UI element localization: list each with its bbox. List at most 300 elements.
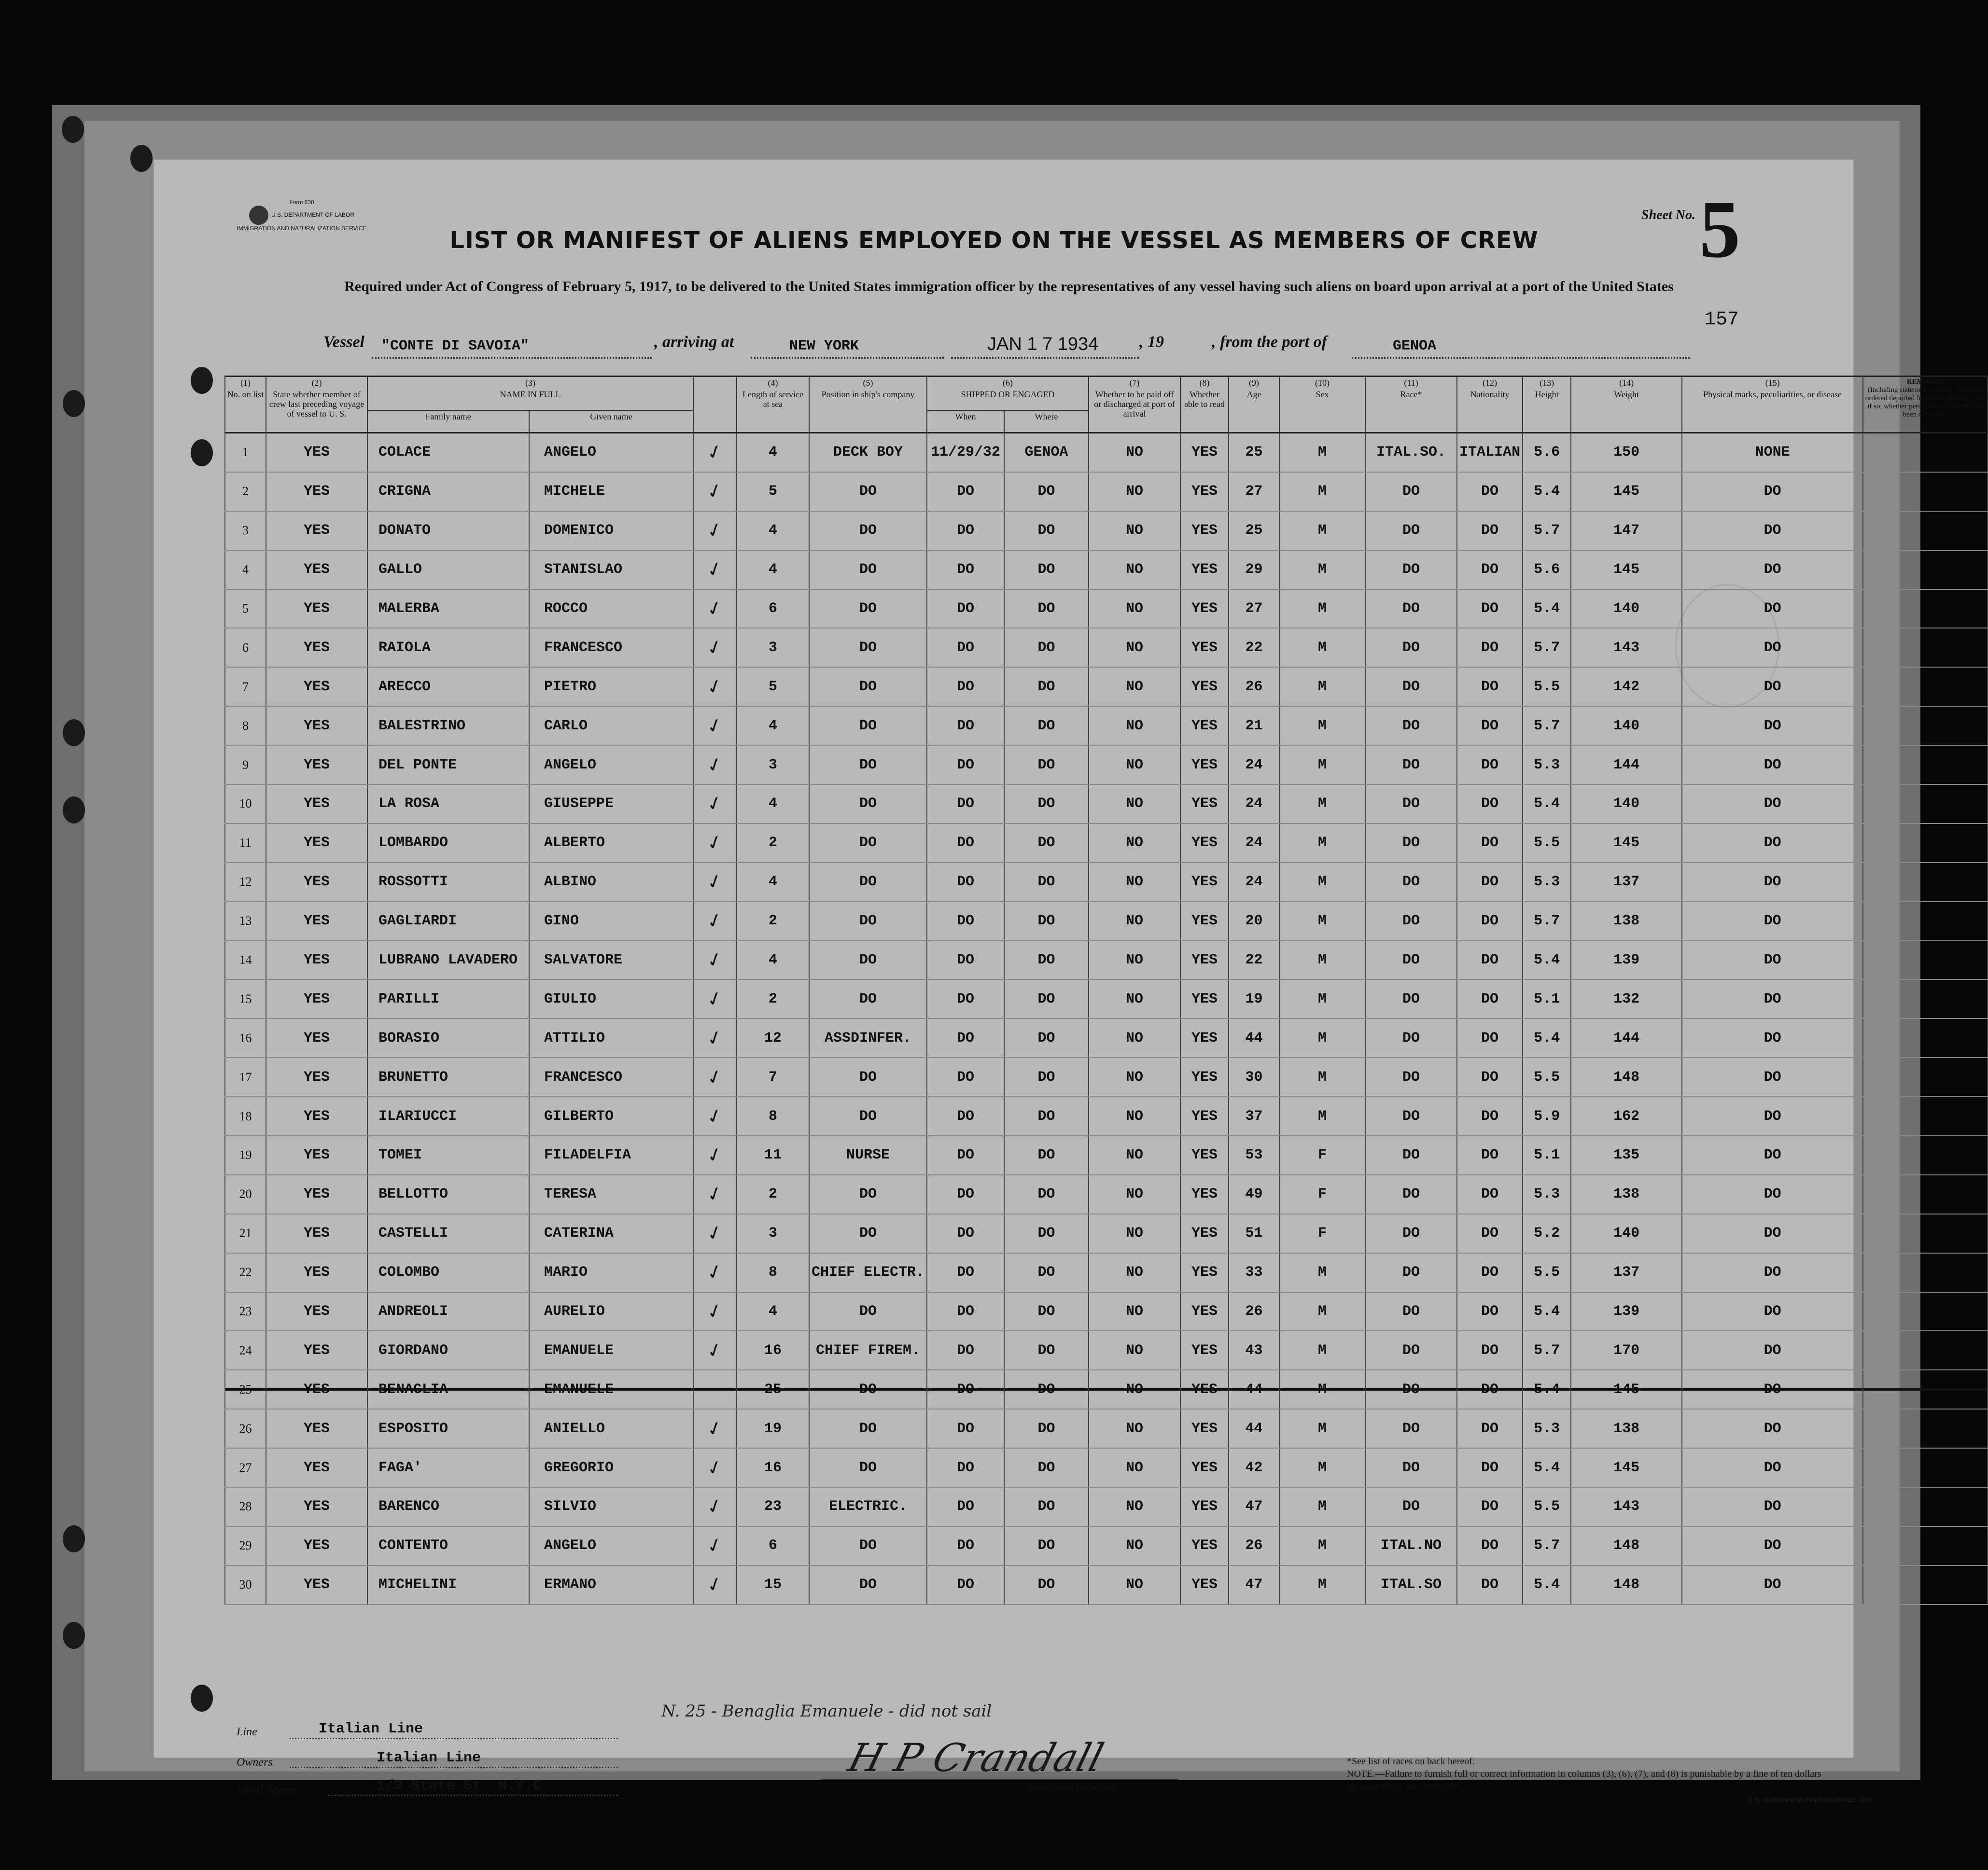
race-cell: DO xyxy=(1365,1487,1457,1526)
nationality-cell: DO xyxy=(1457,472,1523,511)
physical-marks-cell: DO xyxy=(1682,1331,1863,1370)
check-cell xyxy=(693,472,737,511)
nationality-cell: DO xyxy=(1457,628,1523,667)
sex-cell: M xyxy=(1279,628,1365,667)
height-cell: 5.3 xyxy=(1523,863,1571,902)
given-name-cell: MARIO xyxy=(529,1253,693,1292)
row-number: 29 xyxy=(225,1526,266,1565)
row-number: 13 xyxy=(225,902,266,941)
paid-off-cell: NO xyxy=(1089,433,1180,472)
where-cell: DO xyxy=(1004,1253,1089,1292)
weight-cell: 145 xyxy=(1571,472,1682,511)
height-cell: 5.3 xyxy=(1523,1409,1571,1448)
remarks-cell xyxy=(1863,1409,1988,1448)
age-cell: 44 xyxy=(1229,1019,1279,1058)
race-cell: DO xyxy=(1365,1058,1457,1097)
check-mark-icon: ✓ xyxy=(703,1533,727,1559)
where-cell: DO xyxy=(1004,1136,1089,1175)
race-cell: ITAL.NO xyxy=(1365,1526,1457,1565)
paid-off-cell: NO xyxy=(1089,550,1180,589)
physical-marks-cell: DO xyxy=(1682,1253,1863,1292)
col-header-given-name: Given name xyxy=(529,410,693,433)
read-cell: YES xyxy=(1180,1097,1229,1136)
weight-cell: 144 xyxy=(1571,1019,1682,1058)
row-number: 3 xyxy=(225,511,266,550)
weight-cell: 145 xyxy=(1571,1370,1682,1409)
when-cell: DO xyxy=(927,1253,1004,1292)
given-name-cell: FRANCESCO xyxy=(529,628,693,667)
when-cell: DO xyxy=(927,1448,1004,1487)
row-number: 26 xyxy=(225,1409,266,1448)
check-mark-icon: ✓ xyxy=(703,673,727,700)
age-cell: 30 xyxy=(1229,1058,1279,1097)
check-mark-icon: ✓ xyxy=(703,986,727,1012)
sex-cell: M xyxy=(1279,1565,1365,1605)
punch-hole xyxy=(63,390,85,417)
when-cell: DO xyxy=(927,511,1004,550)
position-cell: DO xyxy=(809,1214,927,1253)
paid-off-cell: NO xyxy=(1089,1448,1180,1487)
paid-off-cell: NO xyxy=(1089,941,1180,980)
height-cell: 5.5 xyxy=(1523,667,1571,706)
read-cell: YES xyxy=(1180,745,1229,784)
check-cell xyxy=(693,979,737,1019)
table-row xyxy=(225,550,1988,589)
service-cell: 15 xyxy=(737,1565,809,1605)
from-port-underline xyxy=(1352,357,1690,359)
col-header-weight: Weight xyxy=(1571,389,1682,433)
race-cell: ITAL.SO. xyxy=(1365,433,1457,472)
nationality-cell: DO xyxy=(1457,1253,1523,1292)
height-cell: 5.2 xyxy=(1523,1214,1571,1253)
weight-cell: 138 xyxy=(1571,1175,1682,1214)
paid-off-cell: NO xyxy=(1089,979,1180,1019)
col-num-10: (10) xyxy=(1279,377,1365,389)
read-cell: YES xyxy=(1180,1370,1229,1409)
check-cell xyxy=(693,1058,737,1097)
remarks-cell xyxy=(1863,1565,1988,1605)
race-cell: DO xyxy=(1365,511,1457,550)
where-cell: DO xyxy=(1004,1292,1089,1331)
position-cell: ASSDINFER. xyxy=(809,1019,927,1058)
check-mark-icon: ✓ xyxy=(703,634,727,661)
sex-cell: M xyxy=(1279,667,1365,706)
sex-cell: M xyxy=(1279,1292,1365,1331)
table-row xyxy=(225,667,1988,706)
check-mark-icon: ✓ xyxy=(703,712,727,739)
family-name-cell: ESPOSITO xyxy=(367,1409,529,1448)
remarks-cell xyxy=(1863,784,1988,823)
age-cell: 47 xyxy=(1229,1487,1279,1526)
family-name-cell: ILARIUCCI xyxy=(367,1097,529,1136)
check-mark-icon: ✓ xyxy=(703,1572,727,1598)
weight-cell: 147 xyxy=(1571,511,1682,550)
sex-cell: M xyxy=(1279,433,1365,472)
col-num-14: (14) xyxy=(1571,377,1682,389)
paid-off-cell: NO xyxy=(1089,628,1180,667)
paid-off-cell: NO xyxy=(1089,902,1180,941)
read-cell: YES xyxy=(1180,863,1229,902)
physical-marks-cell: DO xyxy=(1682,1292,1863,1331)
weight-cell: 145 xyxy=(1571,823,1682,863)
weight-cell: 140 xyxy=(1571,589,1682,628)
family-name-cell: LOMBARDO xyxy=(367,823,529,863)
prev-voyage-cell: YES xyxy=(266,433,367,472)
row-number: 14 xyxy=(225,941,266,980)
inspector-signature: H P Crandall xyxy=(843,1735,1108,1780)
check-cell xyxy=(693,1097,737,1136)
departure-port: GENOA xyxy=(1393,338,1437,354)
check-cell xyxy=(693,433,737,472)
physical-marks-cell: DO xyxy=(1682,667,1863,706)
given-name-cell: GIULIO xyxy=(529,979,693,1019)
agents-underline xyxy=(328,1795,618,1796)
check-cell xyxy=(693,902,737,941)
position-cell: DO xyxy=(809,1409,927,1448)
age-cell: 24 xyxy=(1229,823,1279,863)
service-cell: 25 xyxy=(737,1370,809,1409)
check-cell xyxy=(693,706,737,745)
weight-cell: 145 xyxy=(1571,1448,1682,1487)
remarks-cell xyxy=(1863,1058,1988,1097)
sex-cell: F xyxy=(1279,1136,1365,1175)
row-number: 16 xyxy=(225,1019,266,1058)
row-number: 1 xyxy=(225,433,266,472)
height-cell: 5.3 xyxy=(1523,1175,1571,1214)
sex-cell: M xyxy=(1279,1448,1365,1487)
check-mark-icon: ✓ xyxy=(703,1142,727,1169)
table-row xyxy=(225,433,1988,472)
family-name-cell: CONTENTO xyxy=(367,1526,529,1565)
check-mark-icon: ✓ xyxy=(703,947,727,974)
when-cell: DO xyxy=(927,550,1004,589)
local-agents-value: 1/3 State St. N.Y.C. xyxy=(377,1778,551,1794)
nationality-cell: DO xyxy=(1457,667,1523,706)
prev-voyage-cell: YES xyxy=(266,1058,367,1097)
physical-marks-cell: DO xyxy=(1682,1214,1863,1253)
col-num-6: (6) xyxy=(927,377,1089,389)
check-cell xyxy=(693,1019,737,1058)
when-cell: DO xyxy=(927,863,1004,902)
sex-cell: M xyxy=(1279,1253,1365,1292)
read-cell: YES xyxy=(1180,1253,1229,1292)
weight-cell: 138 xyxy=(1571,1409,1682,1448)
position-cell: DO xyxy=(809,941,927,980)
family-name-cell: PARILLI xyxy=(367,979,529,1019)
check-cell xyxy=(693,550,737,589)
col-header-service: Length of service at sea xyxy=(737,389,809,433)
read-cell: YES xyxy=(1180,1526,1229,1565)
row-number: 30 xyxy=(225,1565,266,1605)
row-number: 2 xyxy=(225,472,266,511)
race-cell: DO xyxy=(1365,979,1457,1019)
check-cell xyxy=(693,1526,737,1565)
check-cell xyxy=(693,1214,737,1253)
table-row-struck xyxy=(225,1370,1988,1409)
check-cell xyxy=(693,784,737,823)
physical-marks-cell: NONE xyxy=(1682,433,1863,472)
remarks-cell xyxy=(1863,863,1988,902)
weight-cell: 144 xyxy=(1571,745,1682,784)
col-header-family-name: Family name xyxy=(367,410,529,433)
family-name-cell: DEL PONTE xyxy=(367,745,529,784)
col-header-where: Where xyxy=(1004,410,1089,433)
where-cell: DO xyxy=(1004,1370,1089,1409)
nationality-cell: DO xyxy=(1457,1331,1523,1370)
height-cell: 5.5 xyxy=(1523,1058,1571,1097)
remarks-cell xyxy=(1863,1136,1988,1175)
nationality-cell: DO xyxy=(1457,1097,1523,1136)
when-cell: DO xyxy=(927,1331,1004,1370)
given-name-cell: ALBINO xyxy=(529,863,693,902)
row-number: 11 xyxy=(225,823,266,863)
where-cell: DO xyxy=(1004,511,1089,550)
col-header-remarks xyxy=(1863,377,1988,433)
nationality-cell: DO xyxy=(1457,784,1523,823)
service-cell: 19 xyxy=(737,1409,809,1448)
when-cell: DO xyxy=(927,1019,1004,1058)
weight-cell: 148 xyxy=(1571,1526,1682,1565)
age-cell: 25 xyxy=(1229,511,1279,550)
prev-voyage-cell: YES xyxy=(266,941,367,980)
weight-cell: 140 xyxy=(1571,706,1682,745)
when-cell: DO xyxy=(927,1565,1004,1605)
prev-voyage-cell: YES xyxy=(266,1136,367,1175)
given-name-cell: FRANCESCO xyxy=(529,1058,693,1097)
prev-voyage-cell: YES xyxy=(266,784,367,823)
paid-off-cell: NO xyxy=(1089,1292,1180,1331)
position-cell: DECK BOY xyxy=(809,433,927,472)
weight-cell: 170 xyxy=(1571,1331,1682,1370)
age-cell: 24 xyxy=(1229,863,1279,902)
where-cell: DO xyxy=(1004,472,1089,511)
height-cell: 5.7 xyxy=(1523,902,1571,941)
paid-off-cell: NO xyxy=(1089,1058,1180,1097)
paid-off-cell: NO xyxy=(1089,667,1180,706)
nationality-cell: ITALIAN xyxy=(1457,433,1523,472)
check-mark-icon: ✓ xyxy=(703,439,727,466)
col-num-5: (5) xyxy=(809,377,927,389)
read-cell: YES xyxy=(1180,1409,1229,1448)
when-cell: DO xyxy=(927,1175,1004,1214)
prev-voyage-cell: YES xyxy=(266,823,367,863)
nationality-cell: DO xyxy=(1457,902,1523,941)
height-cell: 5.6 xyxy=(1523,550,1571,589)
sex-cell: M xyxy=(1279,1409,1365,1448)
read-cell: YES xyxy=(1180,433,1229,472)
family-name-cell: MALERBA xyxy=(367,589,529,628)
nationality-cell: DO xyxy=(1457,941,1523,980)
where-cell: DO xyxy=(1004,902,1089,941)
position-cell: DO xyxy=(809,823,927,863)
family-name-cell: LUBRANO LAVADERO xyxy=(367,941,529,980)
check-cell xyxy=(693,863,737,902)
height-cell: 5.4 xyxy=(1523,1448,1571,1487)
col-header-shipped: SHIPPED OR ENGAGED xyxy=(927,389,1089,410)
family-name-cell: ARECCO xyxy=(367,667,529,706)
paid-off-cell: NO xyxy=(1089,1370,1180,1409)
given-name-cell: DOMENICO xyxy=(529,511,693,550)
table-row xyxy=(225,863,1988,902)
paid-off-cell: NO xyxy=(1089,511,1180,550)
prev-voyage-cell: YES xyxy=(266,1214,367,1253)
check-cell xyxy=(693,1331,737,1370)
prev-voyage-cell: YES xyxy=(266,1487,367,1526)
paid-off-cell: NO xyxy=(1089,1331,1180,1370)
vessel-label: Vessel xyxy=(323,333,364,351)
physical-marks-cell: DO xyxy=(1682,1487,1863,1526)
where-cell: DO xyxy=(1004,1487,1089,1526)
prev-voyage-cell: YES xyxy=(266,1175,367,1214)
prev-voyage-cell: YES xyxy=(266,550,367,589)
owners-label: Owners xyxy=(237,1756,273,1769)
service-cell: 3 xyxy=(737,1214,809,1253)
check-cell xyxy=(693,511,737,550)
given-name-cell: ANGELO xyxy=(529,745,693,784)
paid-off-cell: NO xyxy=(1089,1136,1180,1175)
remarks-cell xyxy=(1863,589,1988,628)
race-cell: DO xyxy=(1365,628,1457,667)
physical-marks-cell: DO xyxy=(1682,1019,1863,1058)
table-row xyxy=(225,745,1988,784)
table-row xyxy=(225,1097,1988,1136)
col-header-name: NAME IN FULL xyxy=(367,389,693,410)
nationality-cell: DO xyxy=(1457,1019,1523,1058)
family-name-cell: BELLOTTO xyxy=(367,1175,529,1214)
table-row xyxy=(225,941,1988,980)
race-cell: DO xyxy=(1365,1409,1457,1448)
line-value: Italian Line xyxy=(319,1721,423,1737)
remarks-cell xyxy=(1863,1097,1988,1136)
position-cell: DO xyxy=(809,1292,927,1331)
physical-marks-cell: DO xyxy=(1682,550,1863,589)
prev-voyage-cell: YES xyxy=(266,511,367,550)
remarks-cell xyxy=(1863,1214,1988,1253)
prev-voyage-cell: YES xyxy=(266,1448,367,1487)
sex-cell: M xyxy=(1279,706,1365,745)
where-cell: DO xyxy=(1004,784,1089,823)
nationality-cell: DO xyxy=(1457,589,1523,628)
weight-cell: 143 xyxy=(1571,1487,1682,1526)
family-name-cell: GAGLIARDI xyxy=(367,902,529,941)
given-name-cell: EMANUELE xyxy=(529,1370,693,1409)
when-cell: 11/29/32 xyxy=(927,433,1004,472)
race-cell: ITAL.SO xyxy=(1365,1565,1457,1605)
service-cell: 6 xyxy=(737,589,809,628)
service-cell: 3 xyxy=(737,628,809,667)
physical-marks-cell: DO xyxy=(1682,941,1863,980)
form-number: Form 630 xyxy=(289,199,314,206)
paid-off-cell: NO xyxy=(1089,1019,1180,1058)
check-mark-icon: ✓ xyxy=(703,595,727,622)
service-cell: 4 xyxy=(737,433,809,472)
nationality-cell: DO xyxy=(1457,1409,1523,1448)
check-mark-icon: ✓ xyxy=(703,1337,727,1364)
row-number: 9 xyxy=(225,745,266,784)
col-num-3: (3) xyxy=(367,377,693,389)
height-cell: 5.4 xyxy=(1523,589,1571,628)
where-cell: DO xyxy=(1004,863,1089,902)
manifest-rows xyxy=(225,433,1988,1605)
prev-voyage-cell: YES xyxy=(266,667,367,706)
check-mark-icon: ✓ xyxy=(703,869,727,895)
height-cell: 5.4 xyxy=(1523,1292,1571,1331)
weight-cell: 142 xyxy=(1571,667,1682,706)
read-cell: YES xyxy=(1180,511,1229,550)
weight-cell: 148 xyxy=(1571,1565,1682,1605)
row-number: 12 xyxy=(225,863,266,902)
check-cell xyxy=(693,941,737,980)
race-cell: DO xyxy=(1365,902,1457,941)
read-cell: YES xyxy=(1180,902,1229,941)
given-name-cell: CATERINA xyxy=(529,1214,693,1253)
punch-hole xyxy=(63,1525,85,1552)
physical-marks-cell: DO xyxy=(1682,472,1863,511)
col-num-4: (4) xyxy=(737,377,809,389)
check-cell xyxy=(693,1448,737,1487)
row-number: 4 xyxy=(225,550,266,589)
document-subtitle: Required under Act of Congress of February 5, 1917, to be delivered to the United States immigration officer by the representatives of any vessel having such aliens on board upon arrival at a port of the United States xyxy=(344,279,1674,294)
sex-cell: M xyxy=(1279,784,1365,823)
read-cell: YES xyxy=(1180,550,1229,589)
sex-cell: M xyxy=(1279,511,1365,550)
remarks-label: REMARKS xyxy=(1906,378,1944,386)
where-cell: DO xyxy=(1004,1175,1089,1214)
when-cell: DO xyxy=(927,1214,1004,1253)
sex-cell: M xyxy=(1279,472,1365,511)
when-cell: DO xyxy=(927,1370,1004,1409)
remarks-cell xyxy=(1863,1526,1988,1565)
when-cell: DO xyxy=(927,1487,1004,1526)
sex-cell: M xyxy=(1279,979,1365,1019)
given-name-cell: ERMANO xyxy=(529,1565,693,1605)
position-cell: DO xyxy=(809,628,927,667)
check-cell xyxy=(693,1136,737,1175)
age-cell: 53 xyxy=(1229,1136,1279,1175)
paid-off-cell: NO xyxy=(1089,589,1180,628)
col-check-header xyxy=(693,377,737,389)
remarks-note: (Including statement whether alien ever ordered deported from United States, and if so, whether permission to reapply has been obtained.) xyxy=(1865,386,1986,419)
physical-marks-cell: DO xyxy=(1682,1448,1863,1487)
weight-cell: 162 xyxy=(1571,1097,1682,1136)
remarks-cell xyxy=(1863,1448,1988,1487)
from-label: , from the port of xyxy=(1212,333,1327,351)
height-cell: 5.4 xyxy=(1523,1565,1571,1605)
where-cell: DO xyxy=(1004,1214,1089,1253)
family-name-cell: RAIOLA xyxy=(367,628,529,667)
weight-cell: 139 xyxy=(1571,941,1682,980)
row-number: 8 xyxy=(225,706,266,745)
family-name-cell: ROSSOTTI xyxy=(367,863,529,902)
row-number: 17 xyxy=(225,1058,266,1097)
remarks-cell xyxy=(1863,511,1988,550)
nationality-cell: DO xyxy=(1457,1214,1523,1253)
weight-cell: 138 xyxy=(1571,902,1682,941)
where-cell: DO xyxy=(1004,941,1089,980)
service-cell: 23 xyxy=(737,1487,809,1526)
height-cell: 5.1 xyxy=(1523,979,1571,1019)
read-cell: YES xyxy=(1180,1214,1229,1253)
service-cell: 4 xyxy=(737,863,809,902)
given-name-cell: SILVIO xyxy=(529,1487,693,1526)
read-cell: YES xyxy=(1180,1058,1229,1097)
age-cell: 44 xyxy=(1229,1370,1279,1409)
row-number: 24 xyxy=(225,1331,266,1370)
physical-marks-cell: DO xyxy=(1682,1058,1863,1097)
family-name-cell: MICHELINI xyxy=(367,1565,529,1605)
prev-voyage-cell: YES xyxy=(266,1409,367,1448)
col-header-read: Whether able to read xyxy=(1180,389,1229,433)
